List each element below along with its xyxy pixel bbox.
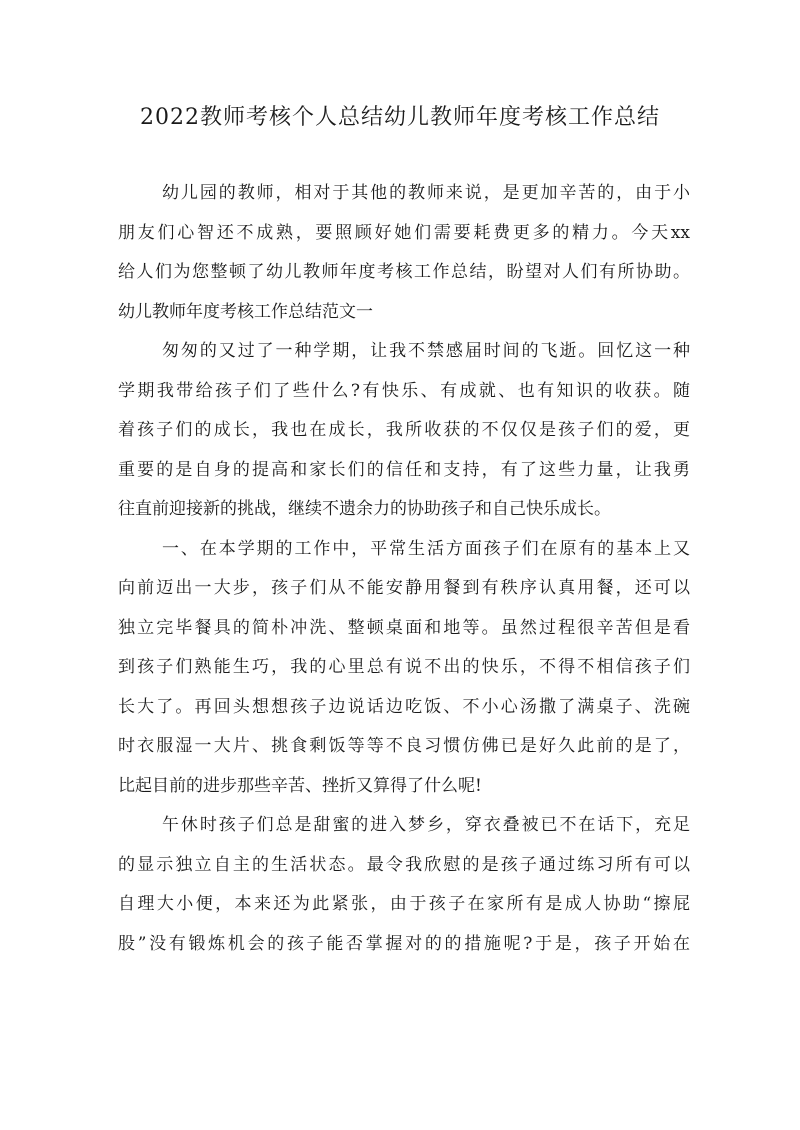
text-line: 到孩子们熟能生巧，我的心里总有说不出的快乐，不得不相信孩子们 xyxy=(118,657,690,677)
text-line: 长大了。再回头想想孩子边说话边吃饭、不小心汤撒了满桌子、洗碗 xyxy=(118,696,690,717)
text-line: 自理大小便，本来还为此紧张，由于孩子在家所有是成人协助“擦屁 xyxy=(118,894,690,914)
text-line: 匆匆的又过了一种学期，让我不禁感届时间的飞逝。回忆这一种 xyxy=(162,341,690,361)
document-title: 2022教师考核个人总结幼儿教师年度考核工作总结 xyxy=(140,105,660,130)
document-body xyxy=(118,174,690,964)
text-line: 独立完毕餐具的简朴冲洗、整顿桌面和地等。虽然过程很辛苦但是看 xyxy=(118,617,690,638)
text-line: 幼儿教师年度考核工作总结范文一 xyxy=(118,301,373,322)
text-line: 的显示独立自主的生活状态。最令我欣慰的是孩子通过练习所有可以 xyxy=(118,854,690,875)
text-line: 时衣服湿一大片、挑食剩饭等等不良习惯仿佛已是好久此前的是了， xyxy=(118,736,690,756)
text-line: 往直前迎接新的挑战，继续不遗余力的协助孩子和自己快乐成长。 xyxy=(118,499,611,519)
text-line: 股”没有锻炼机会的孩子能否掌握对的的措施呢?于是，孩子开始在 xyxy=(118,933,690,954)
text-line: 比起目前的进步那些辛苦、挫折又算得了什么呢! xyxy=(118,775,482,796)
text-line: 向前迈出一大步，孩子们从不能安静用餐到有秩序认真用餐，还可以 xyxy=(118,578,690,598)
text-line: 一、在本学期的工作中，平常生活方面孩子们在原有的基本上又 xyxy=(162,538,690,559)
text-line: 重要的是自身的提高和家长们的信任和支持，有了这些力量，让我勇 xyxy=(118,459,690,480)
text-line: 午休时孩子们总是甜蜜的进入梦乡，穿衣叠被已不在话下，充足 xyxy=(162,815,690,835)
text-line: 幼儿园的教师，相对于其他的教师来说，是更加辛苦的，由于小 xyxy=(162,183,690,203)
text-line: 学期我带给孩子们了些什么?有快乐、有成就、也有知识的收获。随 xyxy=(118,380,690,401)
text-line: 给人们为您整顿了幼儿教师年度考核工作总结，盼望对人们有所协助。 xyxy=(118,262,690,282)
text-line: 朋友们心智还不成熟，要照顾好她们需要耗费更多的精力。今天xx xyxy=(118,222,690,243)
text-line: 着孩子们的成长，我也在成长，我所收获的不仅仅是孩子们的爱，更 xyxy=(118,420,690,440)
